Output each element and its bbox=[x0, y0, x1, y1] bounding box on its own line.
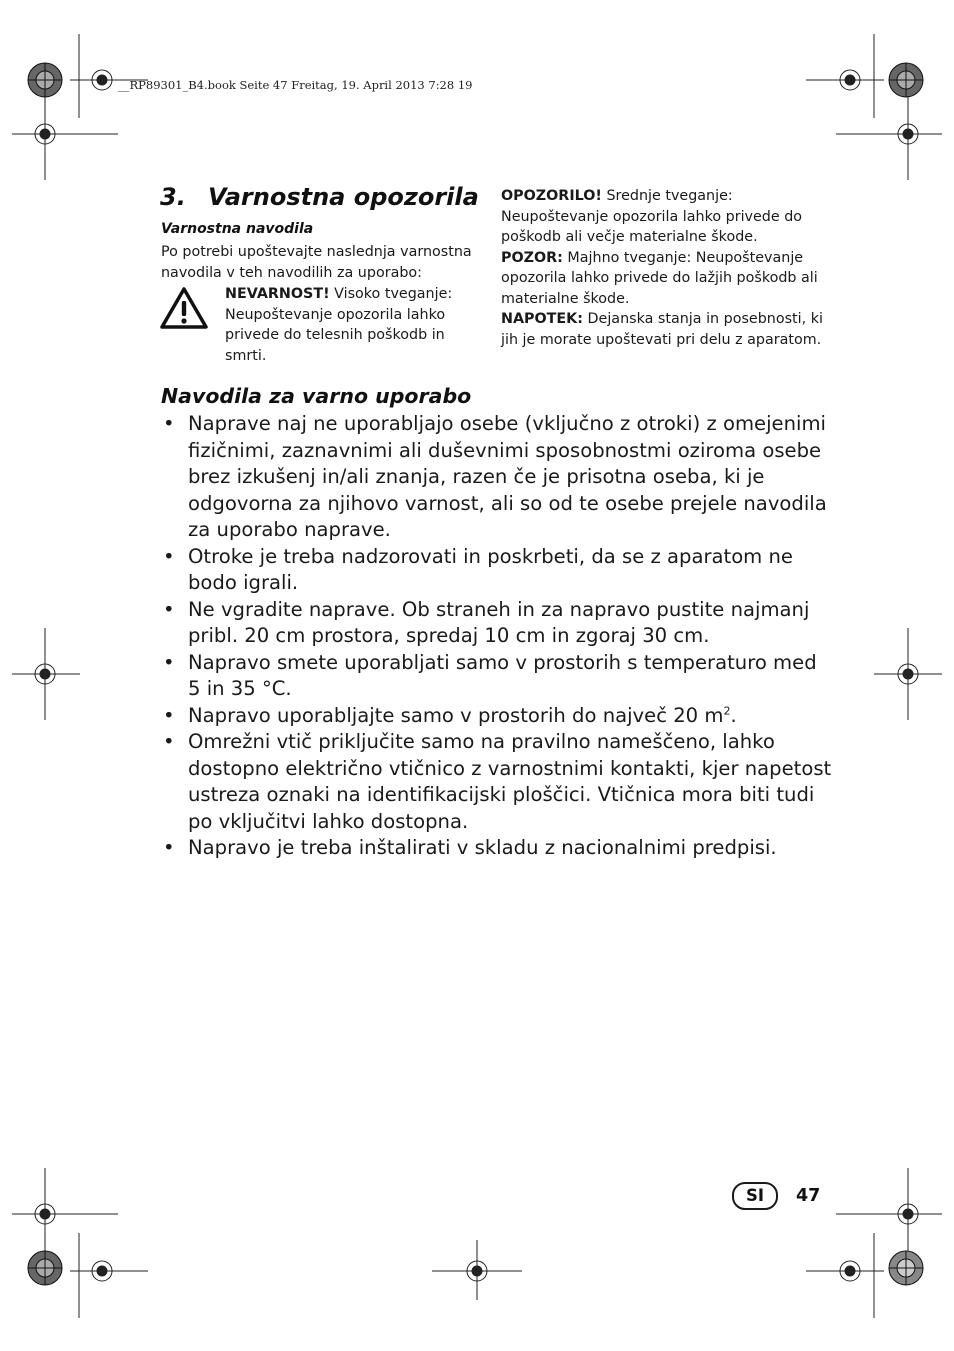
print-file-info: __RP89301_B4.book Seite 47 Freitag, 19. April 2013 7:28 19 bbox=[118, 78, 473, 92]
list-item-text: Napravo smete uporabljati samo v prostorih s temperaturo med 5 in 35 °C. bbox=[188, 650, 817, 700]
notice-label: NAPOTEK: bbox=[501, 311, 583, 327]
list-item-text: Omrežni vtič priključite samo na pravilno nameščeno, lahko dostopno električno vtičnico z varnostnimi kontakti, kjer napetost ustreza oznaki na identifikacijski ploščici. Vtičnica mora biti tudi po vključitvi lahko dostopna. bbox=[188, 730, 832, 833]
warning-text: Srednje tveganje: Neupoštevanje opozorila lahko privede do poškodb ali večje materialne škode. bbox=[501, 188, 803, 245]
page-number: 47 bbox=[796, 1186, 821, 1206]
list-item bbox=[161, 544, 833, 597]
danger-note bbox=[225, 284, 485, 366]
list-item-suffix: . bbox=[730, 703, 737, 727]
safe-use-heading: Navodila za varno uporabo bbox=[161, 384, 472, 408]
intro-paragraph: Po potrebi upoštevajte naslednja varnostna navodila v teh navodilih za uporabo: bbox=[161, 244, 472, 281]
page-footer bbox=[732, 1183, 820, 1209]
list-item bbox=[161, 729, 833, 835]
section-title-text: Varnostna opozorila bbox=[208, 183, 479, 211]
list-item bbox=[161, 703, 833, 730]
safe-use-list bbox=[161, 411, 833, 862]
bullet-icon: • bbox=[163, 650, 175, 674]
warning-label: OPOZORILO! bbox=[501, 188, 602, 204]
caution-note bbox=[501, 248, 827, 310]
list-item bbox=[161, 411, 833, 544]
superscript: 2 bbox=[723, 703, 731, 717]
safety-instructions-subheading: Varnostna navodila bbox=[161, 221, 314, 237]
list-item bbox=[161, 835, 833, 862]
warning-triangle-icon bbox=[160, 286, 208, 330]
bullet-icon: • bbox=[163, 597, 175, 621]
list-item bbox=[161, 597, 833, 650]
bullet-icon: • bbox=[163, 730, 175, 753]
list-item-text: Otroke je treba nadzorovati in poskrbeti, da se z aparatom ne bodo igrali. bbox=[188, 544, 793, 594]
notice-text: Dejanska stanja in posebnosti, ki jih je morate upoštevati pri delu z aparatom. bbox=[501, 311, 823, 348]
bullet-icon: • bbox=[163, 703, 175, 727]
warning-note bbox=[501, 186, 827, 248]
caution-label: POZOR: bbox=[501, 249, 563, 266]
section-title bbox=[160, 183, 479, 211]
list-item-text: Napravo je treba inštalirati v skladu z nacionalnimi predpisi. bbox=[188, 836, 777, 859]
bullet-icon: • bbox=[163, 836, 175, 859]
language-badge: SI bbox=[732, 1182, 778, 1210]
caution-text: Majhno tveganje: Neupoštevanje opozorila lahko privede do lažjih poškodb ali materialne škode. bbox=[501, 249, 818, 307]
danger-text: Visoko tveganje: Neupoštevanje opozorila lahko privede do telesnih poškodb in smrti. bbox=[225, 286, 453, 364]
danger-label: NEVARNOST! bbox=[225, 286, 330, 302]
bullet-icon: • bbox=[163, 544, 175, 568]
list-item-text: Ne vgradite naprave. Ob straneh in za napravo pustite najmanj pribl. 20 cm prostora, spredaj 10 cm in zgoraj 30 cm. bbox=[188, 597, 810, 647]
bullet-icon: • bbox=[163, 412, 175, 435]
notice-note bbox=[501, 309, 827, 350]
section-number: 3. bbox=[160, 183, 186, 211]
list-item-text: Napravo uporabljajte samo v prostorih do največ 20 m bbox=[188, 703, 724, 727]
list-item-text: Naprave naj ne uporabljajo osebe (vključno z otroki) z omejenimi fizičnimi, zaznavnimi ali duševnimi sposobnostmi oziroma osebe brez izkušenj in/ali znanja, razen če je prisotna oseba, ki je odgovorna za njihovo varnost, ali so od te osebe prejele navodila za uporabo naprave. bbox=[188, 412, 827, 541]
warning-levels bbox=[501, 186, 827, 350]
list-item bbox=[161, 650, 833, 703]
